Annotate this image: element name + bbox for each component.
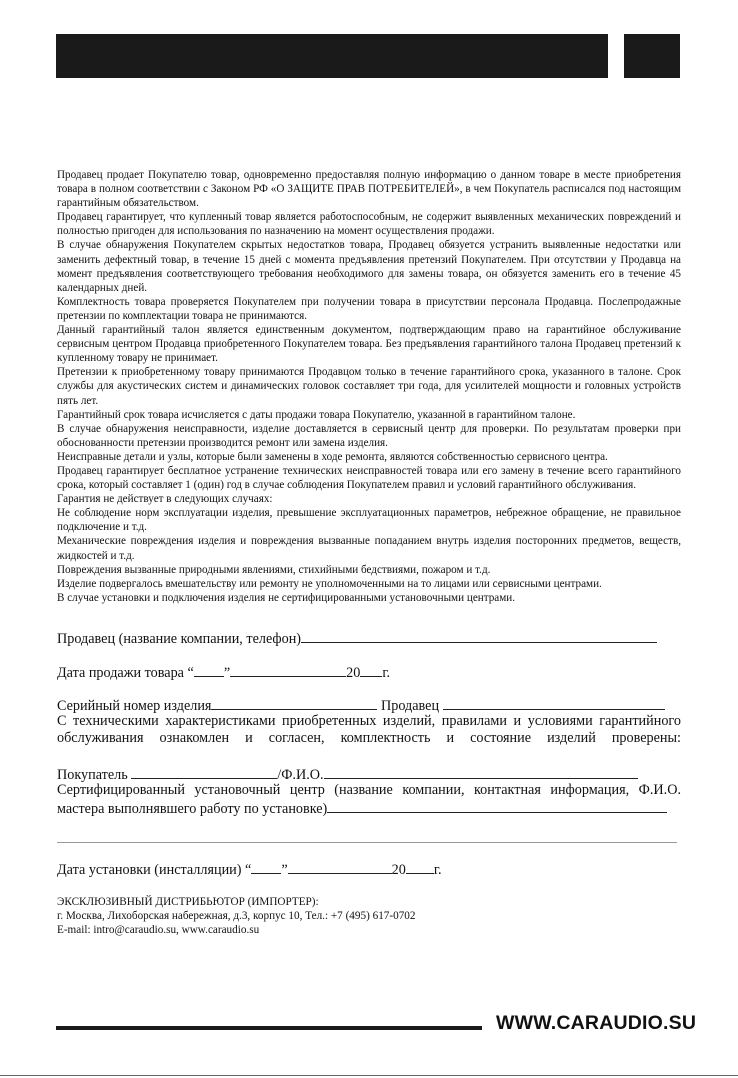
year-suffix: г.	[382, 665, 391, 681]
header-page-tab	[624, 34, 680, 78]
sale-day-field[interactable]	[194, 663, 224, 677]
terms-paragraph: Продавец продает Покупателю товар, одновременно предоставляя полную информацию о данном товаре в месте приобретения товара в полном соответствии с Законом РФ «О ЗАЩИТЕ ПРАВ ПОТРЕБИТЕЛЕЙ», в чем Покупатель расписался под настоящим гарантийным обязательством.	[57, 169, 681, 210]
terms-paragraph: В случае обнаружения неисправности, изделие доставляется в сервисный центр для проверки. По результатам проверки при обоснованности претензии производится ремонт или замена изделия.	[57, 422, 681, 449]
install-center-label: Сертифицированный установочный центр (название компании, контактная информация, Ф.И.О.	[57, 782, 681, 798]
distributor-contact	[57, 895, 415, 938]
terms-paragraph: Претензии к приобретенному товару принимаются Продавцом только в течение гарантийного срока, указанного в талоне. Срок службы для акустических систем и динамических головок составляет три года, для усилителей мощности и головных устройств пять лет.	[57, 366, 681, 407]
buyer-signature-field[interactable]	[131, 765, 277, 779]
terms-paragraph: Неисправные детали и узлы, которые были заменены в ходе ремонта, являются собственностью сервисного центра.	[57, 450, 608, 463]
terms-paragraph: Гарантийный срок товара исчисляется с даты продажи товара Покупателю, указанной в гарантийном талоне.	[57, 408, 576, 421]
terms-paragraph: Продавец гарантирует, что купленный товар является работоспособным, не содержит выявленных механических повреждений и полностью пригоден для использования по назначению на момент осуществления продажи.	[57, 211, 681, 238]
install-date-row	[57, 860, 681, 879]
year-prefix: 20	[346, 665, 361, 681]
blank-line[interactable]	[57, 842, 677, 843]
year-suffix: г.	[433, 862, 442, 878]
distributor-email: E-mail: intro@caraudio.su, www.caraudio.su	[57, 924, 260, 937]
sale-date-label: Дата продажи товара “	[57, 665, 194, 681]
terms-paragraph: Изделие подвергалось вмешательству или ремонту не уполномоченными на то лицами или сервисными центрами.	[57, 577, 602, 590]
install-center-field[interactable]	[327, 799, 667, 813]
seller-row	[57, 629, 681, 648]
quote-mark: ”	[223, 665, 231, 681]
terms-paragraph: Комплектность товара проверяется Покупателем при получении товара в присутствии персонала Продавца. Послепродажные претензии по комплектации товара не принимаются.	[57, 295, 681, 322]
footer-website[interactable]: WWW.CARAUDIO.SU	[496, 1012, 697, 1034]
terms-paragraph: Продавец гарантирует бесплатное устранение технических неисправностей товара или его замену в течение всего гарантийного срока, который составляет 1 (один) год в случае соблюдения Покупателем правил и условий гарантийного обслуживания.	[57, 464, 681, 492]
terms-paragraph: В случае обнаружения Покупателем скрытых недостатков товара, Продавец обязуется устранить выявленные недостатки или заменить дефектный товар, в течение 15 дней с момента предъявления претензий Покупателем. При отсутствии у Продавца на момент предъявления соответствующего требования необходимого для замены товара, он обязуется заменить его в течение 45 календарных дней.	[57, 239, 681, 294]
year-prefix: 20	[391, 862, 406, 878]
install-date-label: Дата установки (инсталляции) “	[57, 862, 252, 878]
footer-rule	[56, 1026, 482, 1030]
seller-short-label: Продавец	[381, 698, 440, 714]
sale-month-field[interactable]	[230, 663, 346, 677]
terms-paragraph: Данный гарантийный талон является единственным документом, подтверждающим право на гарантийное обслуживание сервисным центром Продавца приобретенного Покупателем товара. Без предъявления гарантийного талона Продавец претензий к купленному товару не принимает.	[57, 324, 681, 365]
install-center-row	[57, 782, 681, 818]
seller-field[interactable]	[301, 629, 657, 643]
acknowledgement-text: С техническими характеристиками приобретенных изделий, правилами и условиями гарантийного обслуживания ознакомлен и согласен, комплектность и состояние изделий проверены:	[57, 713, 681, 747]
install-day-field[interactable]	[251, 860, 281, 874]
page-edge-line	[0, 1075, 738, 1076]
terms-paragraph: Не соблюдение норм эксплуатации изделия, превышение эксплуатационных параметров, небрежное обращение, не правильное подключение и т.д.	[57, 507, 681, 534]
terms-paragraph: Гарантия не действует в следующих случаях:	[57, 493, 273, 506]
sale-year-field[interactable]	[360, 663, 382, 677]
distributor-address: г. Москва, Лихоборская набережная, д.3, корпус 10, Тел.: +7 (495) 617-0702	[57, 910, 416, 923]
seller-name-field[interactable]	[443, 696, 665, 710]
fio-label: /Ф.И.О.	[277, 767, 324, 783]
install-center-label-cont: мастера выполнявшего работу по установке)	[57, 801, 328, 818]
buyer-label: Покупатель	[57, 767, 128, 783]
serial-label: Серийный номер изделия	[57, 698, 212, 714]
seller-label: Продавец (название компании, телефон)	[57, 631, 302, 647]
terms-paragraph: Повреждения вызванные природными явлениями, стихийными бедствиями, пожаром и т.д.	[57, 563, 491, 576]
quote-mark: ”	[281, 862, 288, 878]
header-bar	[56, 34, 608, 78]
distributor-title: ЭКСКЛЮЗИВНЫЙ ДИСТРИБЬЮТОР (ИМПОРТЕР):	[57, 896, 319, 908]
install-month-field[interactable]	[288, 860, 392, 874]
sale-date-row	[57, 663, 681, 682]
serial-field[interactable]	[211, 696, 377, 710]
buyer-name-field[interactable]	[324, 765, 638, 779]
install-year-field[interactable]	[406, 860, 434, 874]
warranty-terms	[57, 168, 681, 605]
terms-paragraph: В случае установки и подключения изделия не сертифицированными установочными центрами.	[57, 591, 516, 604]
terms-paragraph: Механические повреждения изделия и повреждения вызванные попаданием внутрь изделия посторонних предметов, веществ, жидкостей и т.д.	[57, 535, 681, 562]
